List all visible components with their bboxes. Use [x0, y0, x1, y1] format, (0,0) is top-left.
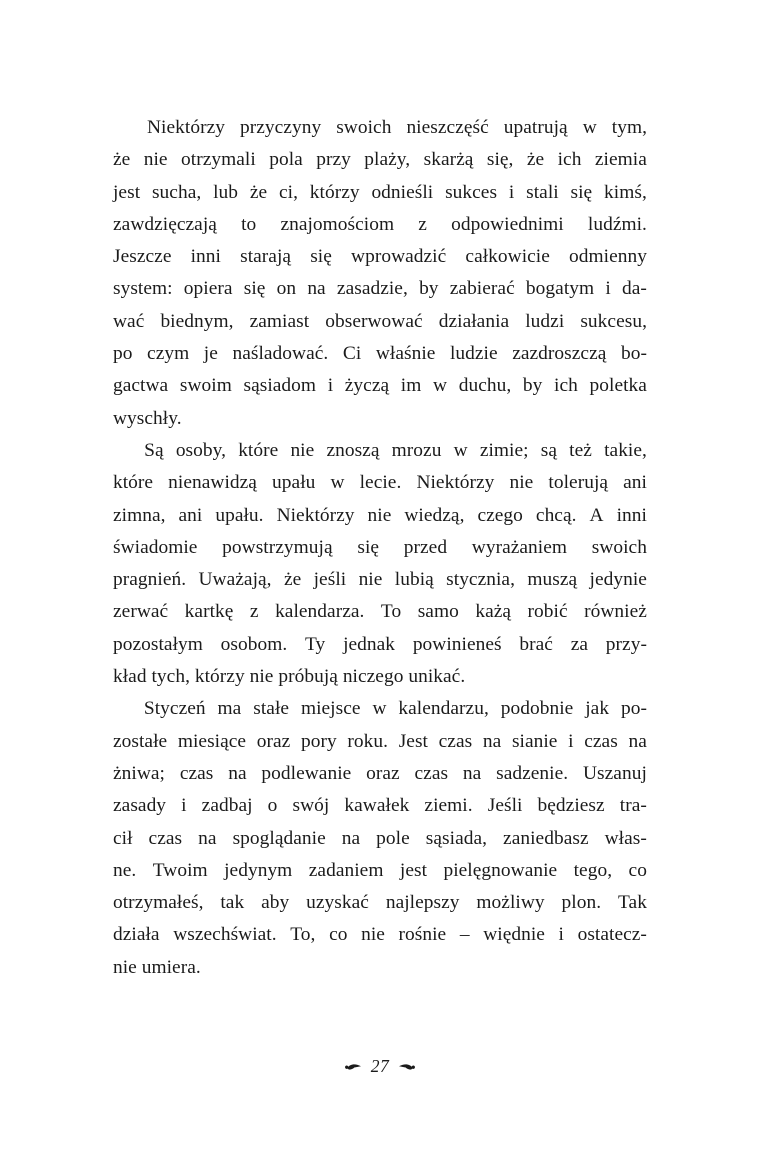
first-line-indent [113, 112, 132, 144]
text-line: zostałe miesiące oraz pory roku. Jest czas na sianie i czas na [113, 730, 647, 752]
text-line: wać biednym, zamiast obserwować działania ludzi sukcesu, [113, 310, 647, 332]
text-line: że nie otrzymali pola przy plaży, skarżą się, że ich ziemia [113, 149, 647, 171]
text-line: nie umiera. [113, 956, 201, 978]
first-line-indent [113, 435, 132, 467]
page-text-block [113, 112, 647, 984]
leaf-ornament-right-icon [398, 1060, 415, 1073]
text-line: żniwa; czas na podlewanie oraz czas na sadzenie. Uszanuj [113, 762, 647, 784]
first-line-indent [113, 693, 132, 725]
text-line: po czym je naśladować. Ci właśnie ludzie zazdroszczą bo- [113, 343, 647, 365]
text-line: gactwa swoim sąsiadom i życzą im w duchu, by ich poletka [113, 375, 647, 397]
text-line: zasady i zadbaj o swój kawałek ziemi. Jeśli będziesz tra- [113, 795, 647, 817]
text-line: ne. Twoim jedynym zadaniem jest pielęgnowanie tego, co [113, 859, 647, 881]
text-line: otrzymałeś, tak aby uzyskać najlepszy możliwy plon. Tak [113, 892, 647, 914]
text-line: kład tych, którzy nie próbują niczego unikać. [113, 666, 466, 688]
paragraph [113, 112, 647, 435]
page-number: 27 [370, 1056, 390, 1076]
paragraph [113, 693, 647, 984]
text-line: działa wszechświat. To, co nie rośnie – więdnie i ostatecz- [113, 924, 647, 946]
leaf-ornament-left-icon [345, 1060, 362, 1073]
text-line: zerwać kartkę z kalendarza. To samo każą robić również [113, 601, 647, 623]
text-line: zimna, ani upału. Niektórzy nie wiedzą, czego chcą. A inni [113, 504, 647, 526]
text-line: pozostałym osobom. Ty jednak powinieneś brać za przy- [113, 633, 647, 655]
text-line: Niektórzy przyczyny swoich nieszczęść upatrują w tym, [113, 112, 647, 144]
paragraph [113, 435, 647, 693]
text-line: świadomie powstrzymują się przed wyrażaniem swoich [113, 536, 647, 558]
text-line: Są osoby, które nie znoszą mrozu w zimie; są też takie, [113, 435, 647, 467]
text-line: Styczeń ma stałe miejsce w kalendarzu, podobnie jak po- [113, 693, 647, 725]
text-line: pragnień. Uważają, że jeśli nie lubią stycznia, muszą jedynie [113, 569, 647, 591]
text-line: wyschły. [113, 407, 182, 429]
text-line: które nienawidzą upału w lecie. Niektórzy nie tolerują ani [113, 472, 647, 494]
text-line: Jeszcze inni starają się wprowadzić całkowicie odmienny [113, 246, 647, 268]
text-line: cił czas na spoglądanie na pole sąsiada, zaniedbasz włas- [113, 827, 647, 849]
page-footer [0, 1056, 760, 1077]
text-line: zawdzięczają to znajomościom z odpowiednimi ludźmi. [113, 213, 647, 235]
text-line: system: opiera się on na zasadzie, by zabierać bogatym i da- [113, 278, 647, 300]
text-line: jest sucha, lub że ci, którzy odnieśli sukces i stali się kimś, [113, 181, 647, 203]
